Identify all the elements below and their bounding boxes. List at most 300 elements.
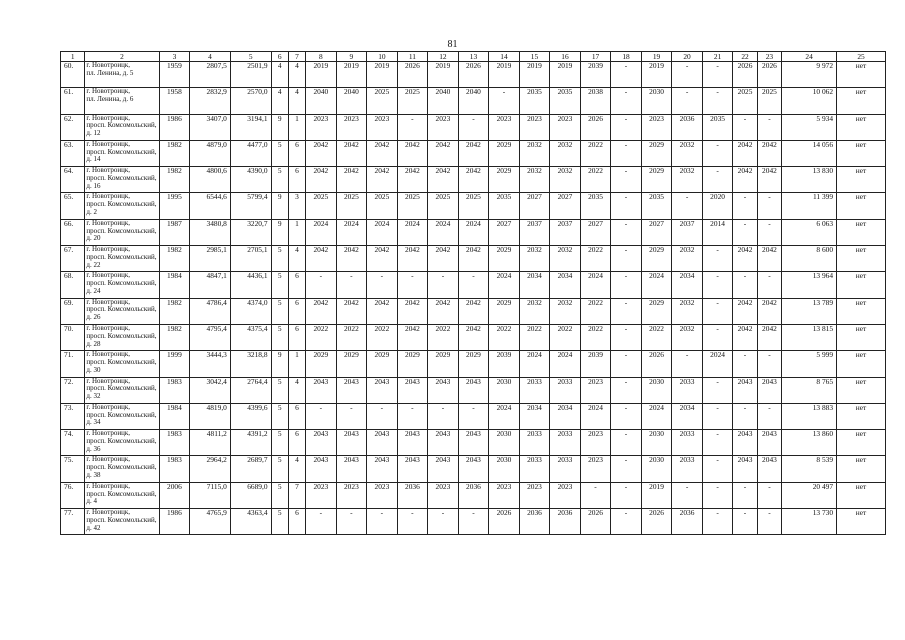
cell-13: - xyxy=(458,114,489,140)
cell-24: 13 730 xyxy=(782,509,837,535)
cell-9: 2042 xyxy=(336,246,367,272)
cell-15: 2034 xyxy=(519,403,550,429)
cell-16: 2037 xyxy=(550,219,581,245)
cell-11: 2026 xyxy=(397,62,428,88)
cell-23: - xyxy=(757,351,781,377)
cell-5: 2764,4 xyxy=(230,377,271,403)
cell-3: 1999 xyxy=(159,351,190,377)
cell-18: - xyxy=(611,88,642,114)
cell-14: 2030 xyxy=(489,430,520,456)
cell-11: - xyxy=(397,509,428,535)
cell-6: 5 xyxy=(271,482,288,508)
cell-4: 4811,2 xyxy=(190,430,231,456)
cell-19: 2035 xyxy=(641,193,672,219)
cell-3: 1958 xyxy=(159,88,190,114)
table-row xyxy=(61,351,886,377)
cell-12: - xyxy=(428,272,459,298)
cell-7: 4 xyxy=(288,246,305,272)
cell-20: 2033 xyxy=(672,456,703,482)
cell-14: 2029 xyxy=(489,298,520,324)
address-line: г. Новотроицк, xyxy=(86,298,130,306)
cell-3: 1984 xyxy=(159,272,190,298)
cell-7: 1 xyxy=(288,219,305,245)
cell-14: 2029 xyxy=(489,167,520,193)
cell-24: 13 964 xyxy=(782,272,837,298)
cell-25: нет xyxy=(837,167,886,193)
cell-22: - xyxy=(733,219,757,245)
cell-19: 2019 xyxy=(641,62,672,88)
address-line: д. 2 xyxy=(86,208,97,217)
cell-21: - xyxy=(702,377,733,403)
cell-4: 3042,4 xyxy=(190,377,231,403)
table-body xyxy=(61,62,886,535)
cell-21: - xyxy=(702,456,733,482)
cell-13: 2043 xyxy=(458,377,489,403)
cell-10: 2025 xyxy=(367,88,398,114)
cell-23: - xyxy=(757,272,781,298)
cell-20: 2032 xyxy=(672,246,703,272)
cell-20: 2037 xyxy=(672,219,703,245)
cell-22: - xyxy=(733,403,757,429)
cell-12: 2043 xyxy=(428,377,459,403)
address-line: д. 32 xyxy=(86,392,101,401)
cell-22: 2042 xyxy=(733,140,757,166)
cell-10: 2043 xyxy=(367,377,398,403)
table-row xyxy=(61,114,886,140)
cell-11: 2042 xyxy=(397,140,428,166)
cell-16: 2034 xyxy=(550,403,581,429)
row-number: 75. xyxy=(61,456,85,482)
cell-18: - xyxy=(611,246,642,272)
cell-20: 2033 xyxy=(672,377,703,403)
row-number: 64. xyxy=(61,167,85,193)
cell-25: нет xyxy=(837,377,886,403)
cell-21: 2020 xyxy=(702,193,733,219)
cell-16: 2033 xyxy=(550,456,581,482)
cell-7: 4 xyxy=(288,377,305,403)
column-header-11: 11 xyxy=(397,52,428,62)
cell-10: 2029 xyxy=(367,351,398,377)
cell-17: 2035 xyxy=(580,193,611,219)
address-cell xyxy=(85,114,159,140)
cell-13: 2036 xyxy=(458,482,489,508)
cell-5: 4477,0 xyxy=(230,140,271,166)
cell-8: 2024 xyxy=(306,219,337,245)
cell-6: 5 xyxy=(271,324,288,350)
cell-13: - xyxy=(458,272,489,298)
cell-6: 5 xyxy=(271,403,288,429)
cell-8: 2043 xyxy=(306,456,337,482)
cell-16: 2019 xyxy=(550,62,581,88)
cell-5: 4436,1 xyxy=(230,272,271,298)
cell-19: 2030 xyxy=(641,456,672,482)
cell-8: - xyxy=(306,403,337,429)
cell-20: - xyxy=(672,351,703,377)
cell-14: - xyxy=(489,88,520,114)
cell-7: 7 xyxy=(288,482,305,508)
cell-10: - xyxy=(367,403,398,429)
cell-25: нет xyxy=(837,351,886,377)
cell-12: - xyxy=(428,509,459,535)
column-header-13: 13 xyxy=(458,52,489,62)
column-number-header-row xyxy=(61,52,886,62)
cell-8: - xyxy=(306,509,337,535)
cell-22: 2043 xyxy=(733,430,757,456)
cell-20: 2036 xyxy=(672,114,703,140)
cell-18: - xyxy=(611,167,642,193)
cell-19: 2022 xyxy=(641,324,672,350)
cell-4: 2964,2 xyxy=(190,456,231,482)
cell-6: 5 xyxy=(271,140,288,166)
cell-14: 2027 xyxy=(489,219,520,245)
cell-3: 1982 xyxy=(159,167,190,193)
cell-21: - xyxy=(702,62,733,88)
cell-20: - xyxy=(672,88,703,114)
cell-12: - xyxy=(428,403,459,429)
cell-24: 13 830 xyxy=(782,167,837,193)
column-header-1: 1 xyxy=(61,52,85,62)
cell-11: 2024 xyxy=(397,219,428,245)
cell-16: 2032 xyxy=(550,167,581,193)
cell-13: 2029 xyxy=(458,351,489,377)
cell-24: 9 972 xyxy=(782,62,837,88)
cell-14: 2030 xyxy=(489,377,520,403)
address-cell xyxy=(85,246,159,272)
cell-16: 2035 xyxy=(550,88,581,114)
cell-24: 13 815 xyxy=(782,324,837,350)
cell-24: 11 399 xyxy=(782,193,837,219)
cell-22: - xyxy=(733,114,757,140)
cell-13: - xyxy=(458,403,489,429)
address-cell xyxy=(85,403,159,429)
column-header-14: 14 xyxy=(489,52,520,62)
cell-16: 2032 xyxy=(550,246,581,272)
cell-3: 1982 xyxy=(159,298,190,324)
cell-25: нет xyxy=(837,219,886,245)
address-line: просп. Комсомольский, xyxy=(86,147,157,156)
row-number: 77. xyxy=(61,509,85,535)
cell-14: 2023 xyxy=(489,114,520,140)
cell-21: 2024 xyxy=(702,351,733,377)
cell-10: 2022 xyxy=(367,324,398,350)
cell-8: 2043 xyxy=(306,430,337,456)
cell-5: 4391,2 xyxy=(230,430,271,456)
cell-11: 2042 xyxy=(397,298,428,324)
cell-9: 2023 xyxy=(336,482,367,508)
address-line: г. Новотроицк, xyxy=(86,271,130,280)
cell-24: 13 860 xyxy=(782,430,837,456)
address-cell xyxy=(85,298,159,324)
cell-15: 2032 xyxy=(519,246,550,272)
address-line: г. Новотроицк, xyxy=(86,114,130,122)
cell-3: 1982 xyxy=(159,324,190,350)
cell-18: - xyxy=(611,62,642,88)
cell-15: 2019 xyxy=(519,62,550,88)
cell-23: 2025 xyxy=(757,88,781,114)
cell-7: 1 xyxy=(288,114,305,140)
cell-7: 4 xyxy=(288,62,305,88)
cell-10: 2025 xyxy=(367,193,398,219)
cell-7: 6 xyxy=(288,430,305,456)
row-number: 67. xyxy=(61,246,85,272)
cell-14: 2029 xyxy=(489,140,520,166)
cell-20: 2032 xyxy=(672,167,703,193)
cell-18: - xyxy=(611,140,642,166)
cell-4: 3444,3 xyxy=(190,351,231,377)
address-line: пл. Ленина, д. 5 xyxy=(86,68,134,77)
cell-10: - xyxy=(367,272,398,298)
cell-24: 8 765 xyxy=(782,377,837,403)
cell-19: 2029 xyxy=(641,167,672,193)
table-row xyxy=(61,456,886,482)
address-line: г. Новотроицк, xyxy=(86,245,130,254)
table-row xyxy=(61,219,886,245)
cell-23: - xyxy=(757,403,781,429)
cell-6: 4 xyxy=(271,62,288,88)
cell-3: 1984 xyxy=(159,403,190,429)
cell-5: 2570,0 xyxy=(230,88,271,114)
cell-5: 4363,4 xyxy=(230,509,271,535)
cell-22: 2043 xyxy=(733,377,757,403)
cell-17: 2022 xyxy=(580,140,611,166)
cell-12: 2042 xyxy=(428,246,459,272)
cell-17: 2038 xyxy=(580,88,611,114)
cell-21: - xyxy=(702,482,733,508)
cell-22: - xyxy=(733,482,757,508)
cell-20: 2034 xyxy=(672,403,703,429)
cell-19: 2029 xyxy=(641,140,672,166)
row-number: 60. xyxy=(61,62,85,88)
cell-22: - xyxy=(733,193,757,219)
column-header-8: 8 xyxy=(306,52,337,62)
row-number: 71. xyxy=(61,351,85,377)
cell-23: - xyxy=(757,509,781,535)
cell-15: 2032 xyxy=(519,140,550,166)
table-row xyxy=(61,324,886,350)
cell-5: 2689,7 xyxy=(230,456,271,482)
table-row xyxy=(61,377,886,403)
cell-16: 2036 xyxy=(550,509,581,535)
cell-5: 5799,4 xyxy=(230,193,271,219)
address-line: г. Новотроицк, xyxy=(86,61,130,69)
address-cell xyxy=(85,219,159,245)
address-line: д. 28 xyxy=(86,339,101,348)
address-cell xyxy=(85,430,159,456)
cell-23: - xyxy=(757,482,781,508)
cell-17: 2023 xyxy=(580,377,611,403)
address-line: пл. Ленина, д. 6 xyxy=(86,95,134,104)
cell-12: 2025 xyxy=(428,193,459,219)
cell-13: 2042 xyxy=(458,298,489,324)
cell-15: 2032 xyxy=(519,167,550,193)
cell-4: 4786,4 xyxy=(190,298,231,324)
cell-25: нет xyxy=(837,62,886,88)
cell-6: 5 xyxy=(271,377,288,403)
cell-17: 2023 xyxy=(580,430,611,456)
cell-14: 2019 xyxy=(489,62,520,88)
cell-19: 2024 xyxy=(641,403,672,429)
cell-11: - xyxy=(397,272,428,298)
table-row xyxy=(61,167,886,193)
cell-24: 10 062 xyxy=(782,88,837,114)
cell-22: - xyxy=(733,272,757,298)
cell-7: 6 xyxy=(288,272,305,298)
cell-11: 2025 xyxy=(397,88,428,114)
cell-21: - xyxy=(702,246,733,272)
cell-15: 2035 xyxy=(519,88,550,114)
cell-7: 4 xyxy=(288,456,305,482)
cell-20: 2032 xyxy=(672,324,703,350)
row-number: 74. xyxy=(61,430,85,456)
cell-13: 2042 xyxy=(458,140,489,166)
cell-23: 2042 xyxy=(757,324,781,350)
cell-24: 8 539 xyxy=(782,456,837,482)
cell-8: 2042 xyxy=(306,298,337,324)
cell-11: 2036 xyxy=(397,482,428,508)
cell-23: 2042 xyxy=(757,298,781,324)
cell-25: нет xyxy=(837,114,886,140)
address-line: г. Новотроицк, xyxy=(86,324,130,332)
cell-21: - xyxy=(702,430,733,456)
cell-6: 5 xyxy=(271,456,288,482)
cell-11: 2029 xyxy=(397,351,428,377)
cell-4: 4847,1 xyxy=(190,272,231,298)
cell-25: нет xyxy=(837,403,886,429)
cell-23: 2043 xyxy=(757,377,781,403)
cell-9: 2042 xyxy=(336,167,367,193)
column-header-16: 16 xyxy=(550,52,581,62)
cell-9: 2023 xyxy=(336,114,367,140)
cell-9: 2025 xyxy=(336,193,367,219)
cell-8: 2042 xyxy=(306,140,337,166)
cell-18: - xyxy=(611,482,642,508)
cell-19: 2029 xyxy=(641,298,672,324)
cell-22: - xyxy=(733,509,757,535)
cell-10: 2043 xyxy=(367,456,398,482)
cell-12: 2042 xyxy=(428,140,459,166)
cell-18: - xyxy=(611,509,642,535)
cell-5: 4375,4 xyxy=(230,324,271,350)
cell-5: 4390,0 xyxy=(230,167,271,193)
cell-6: 9 xyxy=(271,351,288,377)
cell-12: 2024 xyxy=(428,219,459,245)
table-row xyxy=(61,193,886,219)
cell-19: 2030 xyxy=(641,88,672,114)
cell-20: 2032 xyxy=(672,298,703,324)
address-line: г. Новотроицк, xyxy=(86,192,130,201)
cell-11: - xyxy=(397,114,428,140)
address-line: г. Новотроицк, xyxy=(86,508,130,517)
cell-4: 4795,4 xyxy=(190,324,231,350)
cell-17: 2026 xyxy=(580,509,611,535)
cell-20: 2032 xyxy=(672,140,703,166)
column-header-7: 7 xyxy=(288,52,305,62)
cell-13: 2042 xyxy=(458,246,489,272)
cell-3: 1982 xyxy=(159,140,190,166)
cell-18: - xyxy=(611,324,642,350)
cell-21: - xyxy=(702,140,733,166)
cell-20: - xyxy=(672,482,703,508)
cell-15: 2032 xyxy=(519,298,550,324)
row-number: 69. xyxy=(61,298,85,324)
cell-4: 3407,0 xyxy=(190,114,231,140)
cell-23: 2042 xyxy=(757,167,781,193)
cell-13: 2042 xyxy=(458,324,489,350)
table-row xyxy=(61,298,886,324)
cell-20: 2036 xyxy=(672,509,703,535)
cell-4: 4879,0 xyxy=(190,140,231,166)
address-cell xyxy=(85,351,159,377)
cell-15: 2033 xyxy=(519,377,550,403)
cell-18: - xyxy=(611,114,642,140)
cell-10: 2024 xyxy=(367,219,398,245)
address-cell xyxy=(85,377,159,403)
cell-11: 2042 xyxy=(397,167,428,193)
cell-12: 2029 xyxy=(428,351,459,377)
cell-9: 2024 xyxy=(336,219,367,245)
cell-8: 2043 xyxy=(306,377,337,403)
table-row xyxy=(61,430,886,456)
cell-16: 2033 xyxy=(550,377,581,403)
cell-19: 2030 xyxy=(641,377,672,403)
housing-repair-table xyxy=(60,51,886,535)
cell-15: 2036 xyxy=(519,509,550,535)
address-line: просп. Комсомольский, xyxy=(86,384,157,393)
cell-17: 2039 xyxy=(580,351,611,377)
cell-22: 2025 xyxy=(733,88,757,114)
cell-14: 2026 xyxy=(489,509,520,535)
row-number: 76. xyxy=(61,482,85,508)
cell-17: 2024 xyxy=(580,403,611,429)
address-line: д. 16 xyxy=(86,181,101,190)
cell-21: 2014 xyxy=(702,219,733,245)
row-number: 62. xyxy=(61,114,85,140)
address-line: просп. Комсомольский, xyxy=(86,279,157,288)
column-header-24: 24 xyxy=(782,52,837,62)
cell-3: 1986 xyxy=(159,509,190,535)
cell-17: 2039 xyxy=(580,62,611,88)
cell-24: 14 056 xyxy=(782,140,837,166)
cell-16: 2027 xyxy=(550,193,581,219)
column-header-21: 21 xyxy=(702,52,733,62)
cell-17: 2024 xyxy=(580,272,611,298)
cell-12: 2042 xyxy=(428,167,459,193)
cell-15: 2024 xyxy=(519,351,550,377)
row-number: 66. xyxy=(61,219,85,245)
cell-25: нет xyxy=(837,482,886,508)
address-cell xyxy=(85,62,159,88)
cell-15: 2033 xyxy=(519,430,550,456)
column-header-22: 22 xyxy=(733,52,757,62)
cell-23: 2042 xyxy=(757,140,781,166)
cell-7: 6 xyxy=(288,140,305,166)
address-line: д. 38 xyxy=(86,471,101,480)
cell-4: 4800,6 xyxy=(190,167,231,193)
cell-9: - xyxy=(336,272,367,298)
address-cell xyxy=(85,509,159,535)
cell-17: - xyxy=(580,482,611,508)
cell-24: 13 789 xyxy=(782,298,837,324)
address-cell xyxy=(85,482,159,508)
cell-3: 1995 xyxy=(159,193,190,219)
column-header-19: 19 xyxy=(641,52,672,62)
cell-12: 2042 xyxy=(428,298,459,324)
cell-19: 2030 xyxy=(641,430,672,456)
address-line: г. Новотроицк, xyxy=(86,87,130,96)
table-row xyxy=(61,509,886,535)
address-line: просп. Комсомольский, xyxy=(86,226,157,235)
cell-10: - xyxy=(367,509,398,535)
